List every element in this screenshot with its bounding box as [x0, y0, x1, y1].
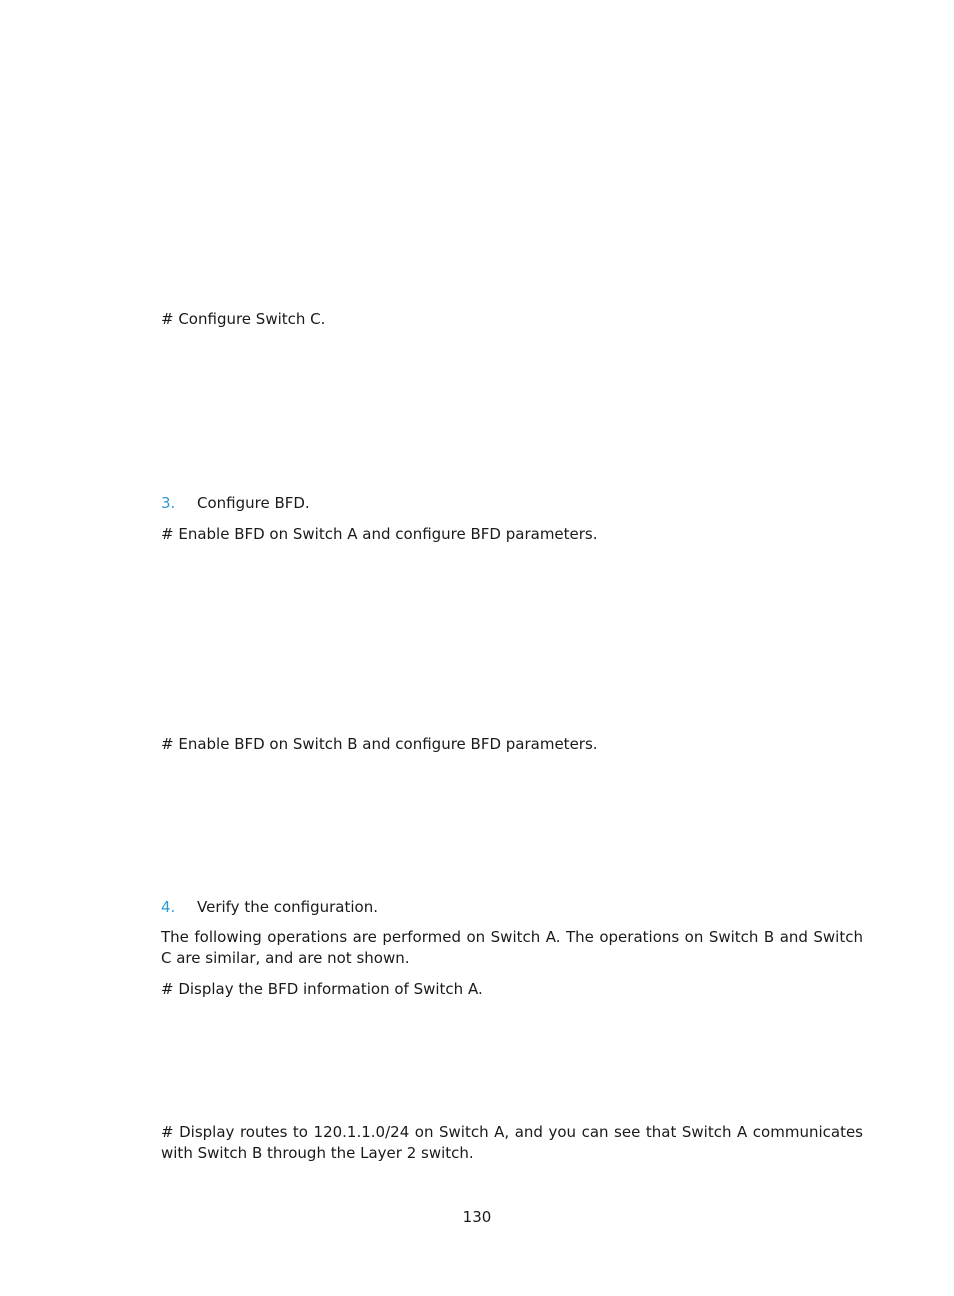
- display-routes-paragraph: # Display routes to 120.1.1.0/24 on Switch A, and you can see that Switch A communicates with Switch B through the Layer 2 switch.: [161, 1123, 863, 1162]
- step-3-label: Configure BFD.: [197, 494, 310, 512]
- page-number: 130: [462, 1208, 492, 1226]
- step-4: [161, 897, 378, 918]
- step-4-number: 4.: [161, 898, 176, 916]
- operations-note-paragraph: The following operations are performed on Switch A. The operations on Switch B and Switch C are similar, and are not shown.: [161, 928, 863, 967]
- enable-bfd-switch-b-text: # Enable BFD on Switch B and configure BFD parameters.: [161, 735, 598, 753]
- configure-switch-c-text: # Configure Switch C.: [161, 310, 326, 328]
- display-bfd-text: # Display the BFD information of Switch A.: [161, 980, 483, 998]
- step-4-label: Verify the configuration.: [197, 898, 378, 916]
- step-3-number: 3.: [161, 494, 176, 512]
- enable-bfd-switch-a-text: # Enable BFD on Switch A and configure BFD parameters.: [161, 525, 598, 543]
- step-3: [161, 493, 310, 514]
